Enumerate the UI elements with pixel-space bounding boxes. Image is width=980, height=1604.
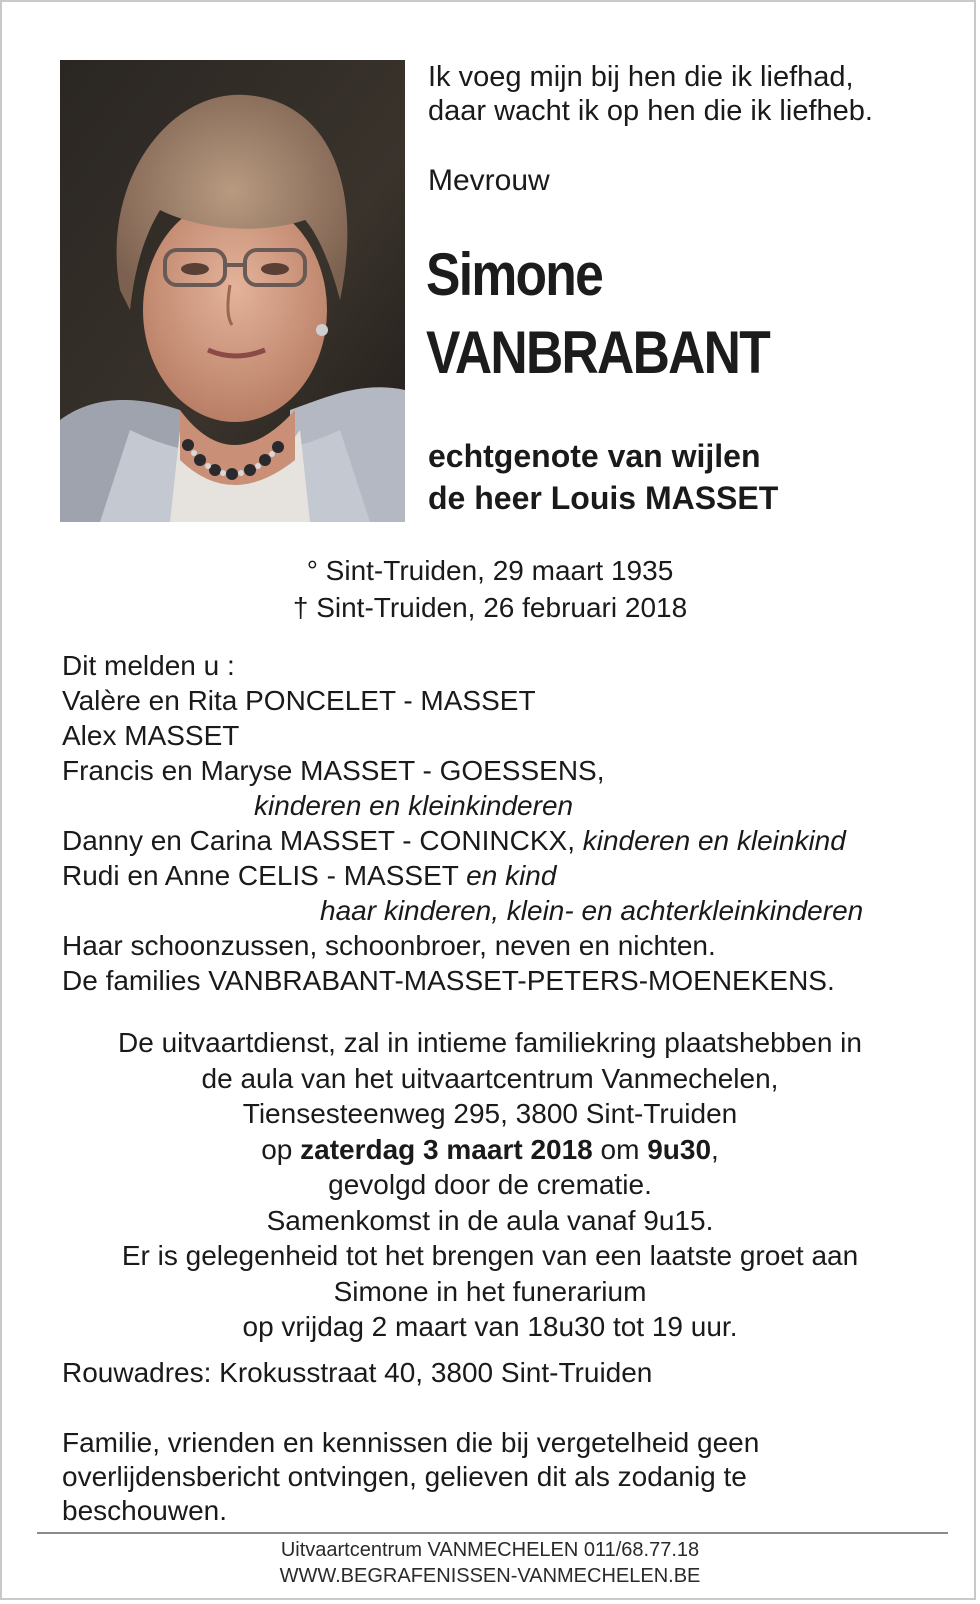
announce-line-6-text: Rudi en Anne CELIS - MASSET xyxy=(62,860,459,891)
ceremony-line-9: op vrijdag 2 maart van 18u30 tot 19 uur. xyxy=(242,1311,738,1342)
ceremony-line-5: gevolgd door de crematie. xyxy=(328,1169,652,1200)
ceremony-date: zaterdag 3 maart 2018 xyxy=(300,1133,593,1165)
ceremony-line-2: de aula van het uitvaartcentrum Vanmechelen, xyxy=(201,1062,779,1094)
announce-line-6-italic: en kind xyxy=(466,860,557,891)
announce-line-7 xyxy=(62,893,864,928)
ceremony-line-8: Simone in het funerarium xyxy=(333,1275,647,1307)
funeral-home-footer xyxy=(2,1537,978,1589)
announce-line-3: Francis en Maryse MASSET - GOESSENS, xyxy=(62,755,605,786)
announce-line-9: De families VANBRABANT-MASSET-PETERS-MOENEKENS. xyxy=(62,965,835,996)
spouse-info xyxy=(428,435,778,519)
announce-line-5-text: Danny en Carina MASSET - CONINCKX, xyxy=(62,825,575,856)
announce-line-4 xyxy=(62,788,846,823)
family-announcement xyxy=(62,648,864,998)
ceremony-line-3: Tiensesteenweg 295, 3800 Sint-Truiden xyxy=(242,1098,738,1129)
footer-website: WWW.BEGRAFENISSEN-VANMECHELEN.BE xyxy=(279,1565,701,1587)
death-date: † Sint-Truiden, 26 februari 2018 xyxy=(292,592,688,623)
spouse-line-2: de heer Louis MASSET xyxy=(428,480,779,516)
announce-line-8: Haar schoonzussen, schoonbroer, neven en nichten. xyxy=(62,930,716,961)
honorific: Mevrouw xyxy=(428,164,550,197)
ceremony-line-4-post: , xyxy=(711,1133,719,1165)
announce-intro: Dit melden u : xyxy=(62,650,235,681)
ceremony-time: 9u30 xyxy=(647,1133,712,1165)
announce-line-4-italic: kinderen en kleinkinderen xyxy=(254,790,574,821)
spouse-line-1: echtgenote van wijlen xyxy=(428,438,761,474)
ceremony-info xyxy=(2,1025,978,1345)
quote-line-1: Ik voeg mijn bij hen die ik liefhad, xyxy=(428,61,854,93)
mourning-address: Rouwadres: Krokusstraat 40, 3800 Sint-Truiden xyxy=(62,1357,653,1388)
announce-line-6 xyxy=(62,858,846,893)
footer-divider xyxy=(37,1532,948,1534)
closing-note xyxy=(62,1426,759,1528)
ceremony-line-1: De uitvaartdienst, zal in intieme familiekring plaatshebben in xyxy=(118,1027,862,1058)
note-line-3: beschouwen. xyxy=(62,1495,228,1526)
announce-line-5-italic: kinderen en kleinkind xyxy=(582,825,846,856)
ceremony-line-4-mid: om xyxy=(600,1133,640,1165)
birth-date: ° Sint-Truiden, 29 maart 1935 xyxy=(306,555,674,586)
footer-contact: Uitvaartcentrum VANMECHELEN 011/68.77.18 xyxy=(280,1539,700,1561)
ceremony-line-6: Samenkomst in de aula vanaf 9u15. xyxy=(266,1204,714,1236)
portrait-photo xyxy=(60,60,405,522)
first-name: Simone xyxy=(426,241,603,308)
announce-line-5 xyxy=(62,823,846,858)
ceremony-line-4-pre: op xyxy=(261,1133,293,1165)
ceremony-line-4 xyxy=(261,1134,719,1165)
last-name: VANBRABANT xyxy=(426,319,770,386)
portrait-illustration xyxy=(60,60,405,522)
announce-line-7-italic: haar kinderen, klein- en achterkleinkinderen xyxy=(320,895,864,926)
announce-line-2: Alex MASSET xyxy=(62,720,240,751)
announce-line-1: Valère en Rita PONCELET - MASSET xyxy=(62,685,536,716)
life-dates xyxy=(2,552,978,626)
ceremony-line-7: Er is gelegenheid tot het brengen van een laatste groet aan xyxy=(121,1240,859,1271)
quote-line-2: daar wacht ik op hen die ik liefheb. xyxy=(428,95,873,127)
quote xyxy=(428,60,873,128)
note-line-2: overlijdensbericht ontvingen, gelieven dit als zodanig te xyxy=(62,1461,747,1492)
note-line-1: Familie, vrienden en kennissen die bij vergetelheid geen xyxy=(62,1427,760,1458)
